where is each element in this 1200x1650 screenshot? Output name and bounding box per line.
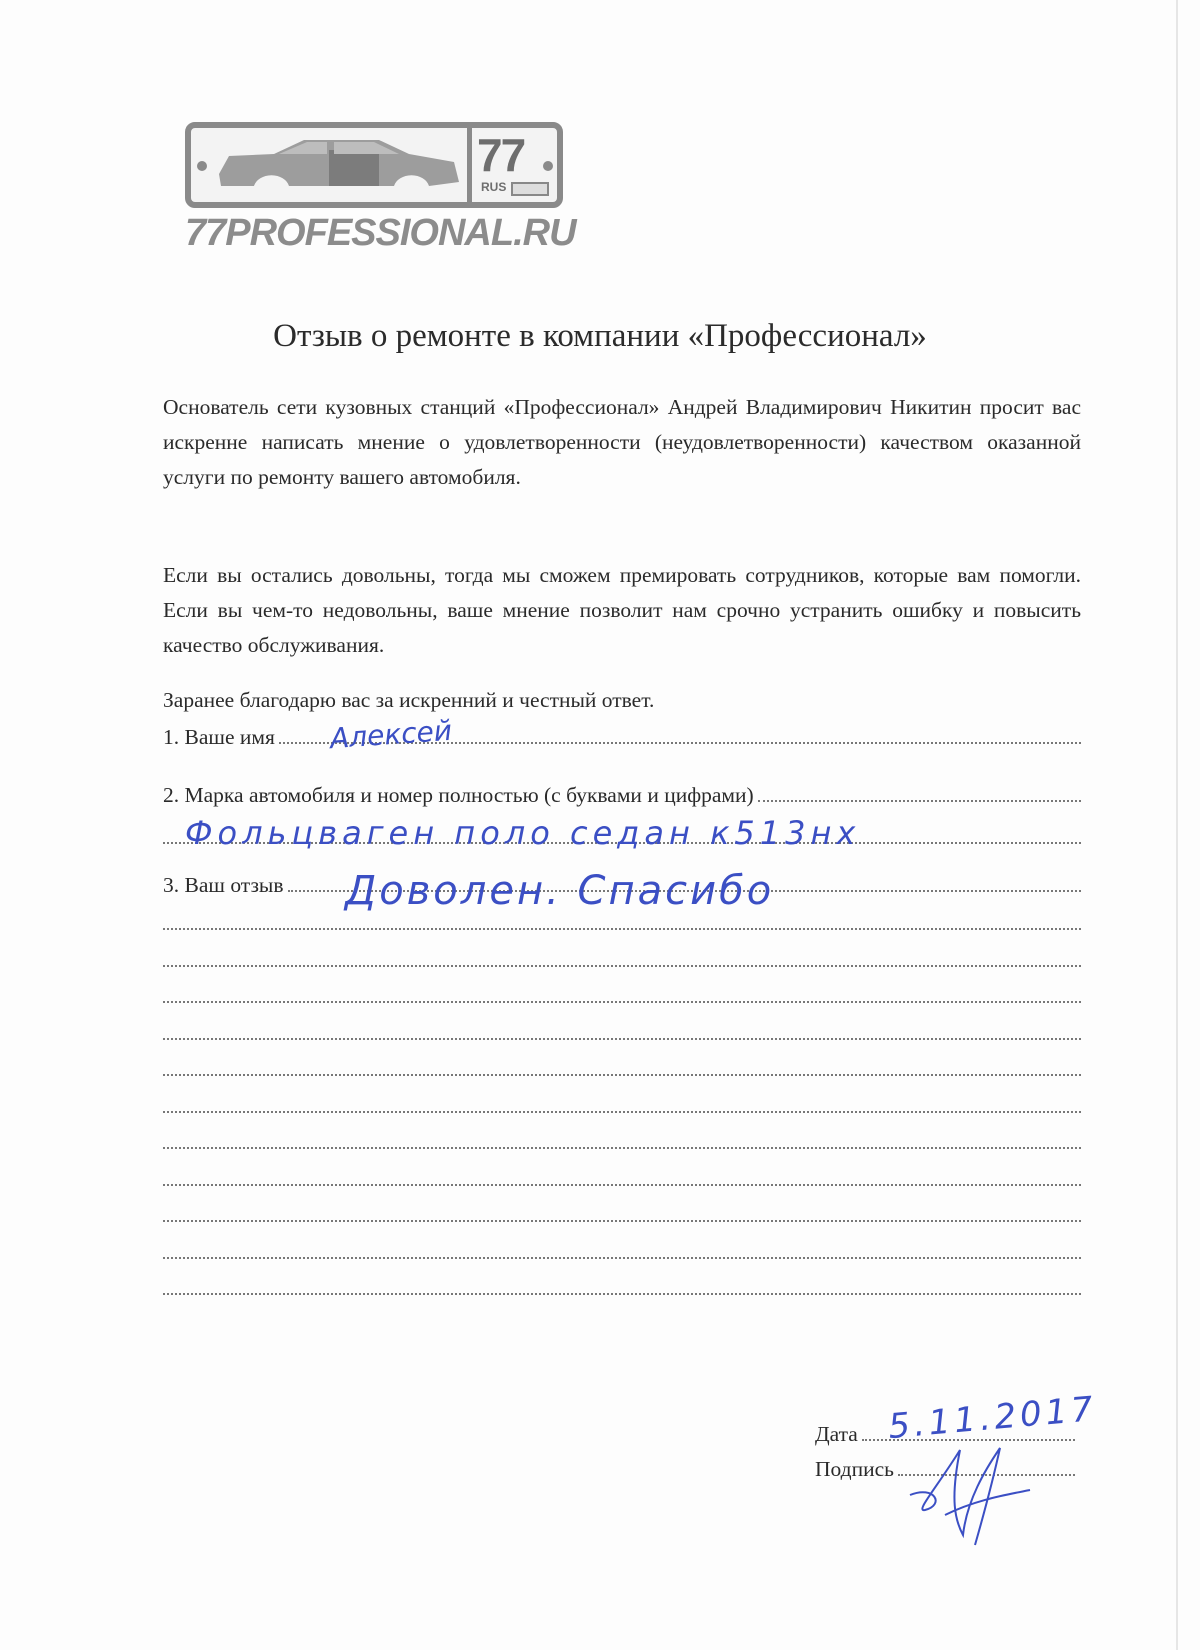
car-silhouette-icon (209, 132, 469, 202)
dotted-line (163, 1184, 1081, 1186)
page-title: Отзыв о ремонте в компании «Профессионал» (273, 318, 927, 354)
date-label: Дата (815, 1422, 858, 1446)
page-edge (1176, 0, 1178, 1650)
signature-icon (905, 1440, 1035, 1550)
name-field[interactable] (163, 720, 1081, 750)
region-number: 77 (477, 129, 525, 181)
dotted-line (163, 1220, 1081, 1222)
thanks-paragraph: Заранее благодарю вас за искренний и честный ответ. (163, 688, 655, 712)
plate-divider (467, 128, 472, 202)
region-code: RUS (481, 180, 507, 194)
car-handwritten: Фольцваген поло седан к513нх (185, 814, 861, 852)
bolt-icon (197, 161, 207, 171)
dotted-line (163, 965, 1081, 967)
dotted-line (163, 1147, 1081, 1149)
review-label: 3. Ваш отзыв (163, 873, 284, 897)
dotted-line (163, 1257, 1081, 1259)
date-handwritten: 5.11.2017 (886, 1388, 1099, 1448)
car-plate-logo-icon (185, 122, 563, 208)
site-name: 77PROFESSIONAL.RU (185, 212, 576, 254)
dotted-line (163, 1001, 1081, 1003)
intro-paragraph: Если вы остались довольны, тогда мы сможем премировать сотрудников, которые вам помогли. Если вы чем-то недовольны, ваше мнение позволит нам срочно устранить ошибку и повысить качество обслуживания. (163, 563, 1081, 657)
name-label: 1. Ваше имя (163, 725, 275, 749)
signature-label: Подпись (815, 1457, 894, 1481)
review-handwritten: Доволен. Спасибо (345, 868, 775, 914)
dotted-line (163, 1111, 1081, 1113)
dotted-line (163, 1293, 1081, 1295)
flag-icon (511, 182, 549, 196)
dotted-line (163, 928, 1081, 930)
dotted-line (163, 1074, 1081, 1076)
dotted-line (163, 1038, 1081, 1040)
dotted-line (758, 800, 1081, 802)
bolt-icon (543, 161, 553, 171)
intro-paragraph: Основатель сети кузовных станций «Профессионал» Андрей Владимирович Никитин просит вас искренне написать мнение о удовлетворенности (неудовлетворенности) качеством оказанной услуги по ремонту вашего автомобиля. (163, 395, 1081, 489)
car-field[interactable] (163, 778, 1081, 808)
car-label: 2. Марка автомобиля и номер полностью (с буквами и цифрами) (163, 783, 754, 807)
company-logo (185, 122, 576, 257)
name-handwritten: Алексей (328, 713, 454, 756)
